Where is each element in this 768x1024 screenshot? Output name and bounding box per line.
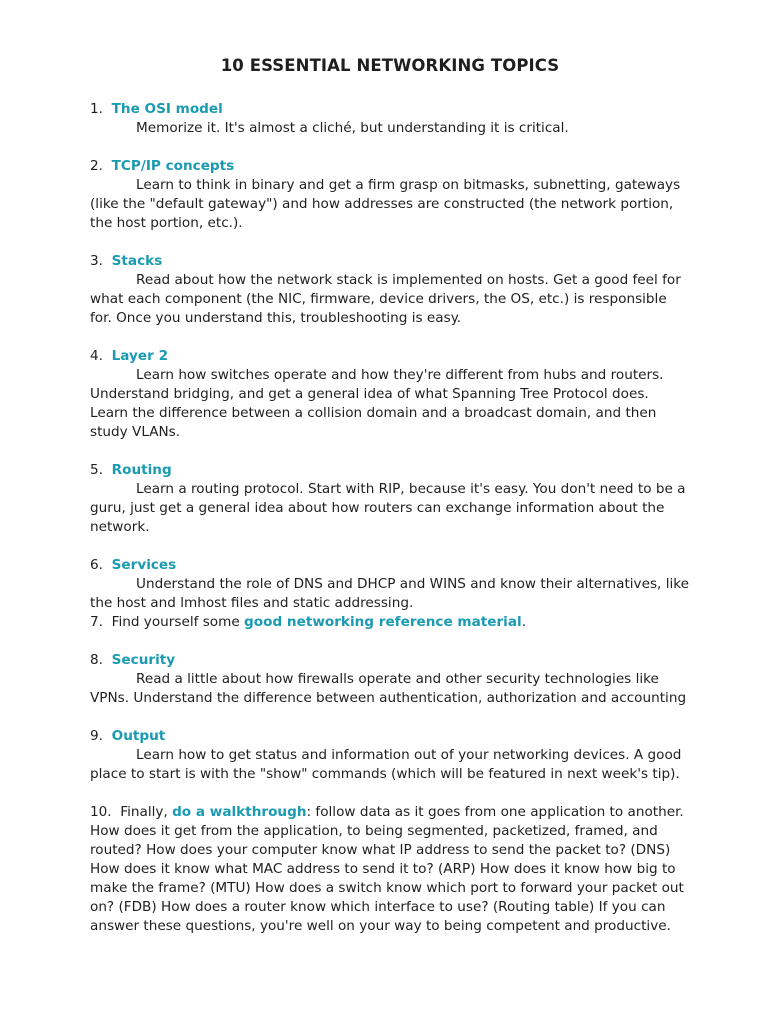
topic-item-1 (90, 100, 690, 138)
topic-description: Learn a routing protocol. Start with RIP, because it's easy. You don't need to be a guru, just get a general idea about how routers can exchange information about the network. (90, 481, 686, 535)
topic-description: Learn how to get status and information out of your networking devices. A good place to start is with the "show" commands (which will be featured in next week's tip). (90, 747, 682, 782)
topic-item-5 (90, 461, 690, 537)
topic-number: 7. (90, 614, 103, 630)
topic-heading: Routing (111, 462, 172, 478)
topic-item-8 (90, 651, 690, 708)
topic-description: Read a little about how firewalls operate and other security technologies like VPNs. Understand the difference between authentication, authorization and accounting (90, 671, 687, 706)
topic-description: Memorize it. It's almost a cliché, but understanding it is critical. (136, 120, 569, 136)
topic-item-7 (90, 613, 690, 632)
topic-description: Learn to think in binary and get a firm grasp on bitmasks, subnetting, gateways (like the "default gateway") and how addresses are constructed (the network portion, the host portion, etc.). (90, 177, 681, 231)
topic-heading: Stacks (111, 253, 163, 269)
topic-item-6 (90, 556, 690, 613)
topic-heading: good networking reference material (244, 614, 522, 630)
topic-number: 10. (90, 804, 112, 820)
document-page (90, 54, 690, 955)
topic-number: 6. (90, 557, 103, 573)
topic-number: 8. (90, 652, 103, 668)
topic-prefix: Find yourself some (111, 614, 245, 630)
topic-description: Learn how switches operate and how they're different from hubs and routers. Understand bridging, and get a general idea of what Spanning Tree Protocol does. Learn the difference between a collision domain and a broadcast domain, and then study VLANs. (90, 367, 664, 440)
topic-heading: Security (111, 652, 176, 668)
topic-number: 4. (90, 348, 103, 364)
topic-number: 3. (90, 253, 103, 269)
topic-item-4 (90, 347, 690, 442)
topic-description: Read about how the network stack is implemented on hosts. Get a good feel for what each component (the NIC, firmware, device drivers, the OS, etc.) is responsible for. Once you understand this, troubleshooting is easy. (90, 272, 681, 326)
document-title: 10 ESSENTIAL NETWORKING TOPICS (220, 56, 560, 75)
topic-item-9 (90, 727, 690, 784)
topic-item-2 (90, 157, 690, 233)
topic-number: 1. (90, 101, 103, 117)
topic-number: 2. (90, 158, 103, 174)
topic-heading: Output (111, 728, 166, 744)
topic-suffix: . (521, 614, 527, 630)
topic-description: : follow data as it goes from one application to another. How does it get from the application, to being segmented, packetized, framed, and routed? How does your computer know what IP address to send the packet to? (DNS) How does it know what MAC address to send it to? (ARP) How does it know how big to make the frame? (MTU) How does a switch know which port to forward your packet out on? (FDB) How does a router know which interface to use? (Routing table) If you can answer these questions, you're well on your way to being competent and productive. (90, 804, 684, 934)
topic-number: 9. (90, 728, 103, 744)
topic-number: 5. (90, 462, 103, 478)
topic-heading: Services (111, 557, 177, 573)
topic-description: Understand the role of DNS and DHCP and WINS and know their alternatives, like the host and lmhost files and static addressing. (90, 576, 689, 611)
topic-item-10 (90, 803, 690, 936)
topic-heading: do a walkthrough (172, 804, 307, 820)
topic-heading: The OSI model (111, 101, 223, 117)
topic-item-3 (90, 252, 690, 328)
topic-prefix: Finally, (120, 804, 173, 820)
topic-heading: Layer 2 (111, 348, 169, 364)
topic-heading: TCP/IP concepts (111, 158, 235, 174)
